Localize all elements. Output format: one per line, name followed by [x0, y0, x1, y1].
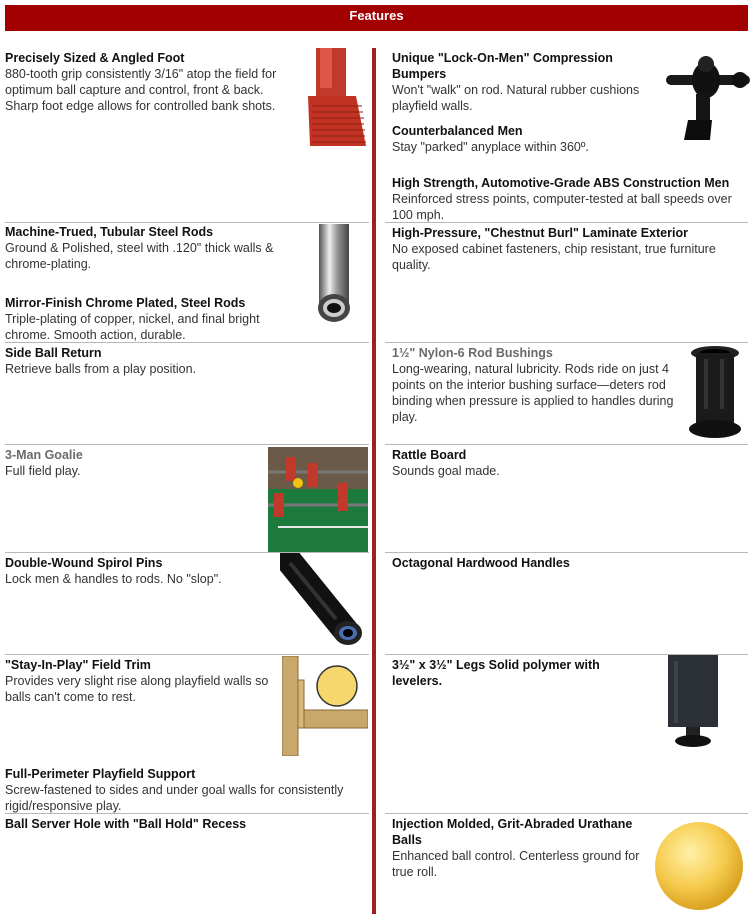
feature-tubular-rods [5, 224, 305, 272]
feature-abs-construction [392, 175, 752, 223]
column-divider [372, 48, 376, 914]
feature-legs [392, 657, 632, 689]
feature-title: 1½" Nylon-6 Rod Bushings [392, 346, 553, 360]
features-header [5, 5, 748, 31]
feature-angled-foot [5, 50, 297, 114]
feature-laminate-exterior [392, 225, 732, 273]
feature-desc: Full field play. [5, 464, 81, 478]
feature-title: High Strength, Automotive-Grade ABS Construction Men [392, 176, 730, 190]
feature-title: 3-Man Goalie [5, 448, 83, 462]
row-separator [5, 222, 369, 223]
yellow-ball-photo [652, 820, 746, 912]
nylon-bushing-photo [686, 345, 744, 441]
feature-rattle-board [392, 447, 732, 479]
chrome-rod-photo [313, 224, 357, 324]
field-trim-diagram [282, 656, 368, 756]
feature-chrome-rods [5, 295, 305, 343]
feature-title: High-Pressure, "Chestnut Burl" Laminate Exterior [392, 226, 688, 240]
goalie-table-photo [268, 447, 368, 552]
feature-title: Machine-Trued, Tubular Steel Rods [5, 225, 214, 239]
feature-desc: Screw-fastened to sides and under goal walls for consistently rigid/responsive play. [5, 783, 344, 813]
feature-title: Counterbalanced Men [392, 124, 523, 138]
feature-title: Injection Molded, Grit-Abraded Urathane Balls [392, 817, 633, 847]
feature-title: Octagonal Hardwood Handles [392, 556, 570, 570]
feature-desc: Triple-plating of copper, nickel, and final bright chrome. Smooth action, durable. [5, 312, 260, 342]
feature-counterbalanced-men [392, 123, 662, 155]
feature-desc: 880-tooth grip consistently 3/16" atop the field for optimum ball capture and control, front & back. Sharp foot edge allows for controlled bank shots. [5, 67, 277, 113]
feature-title: "Stay-In-Play" Field Trim [5, 658, 151, 672]
feature-urathane-balls [392, 816, 642, 880]
feature-compression-bumpers [392, 50, 652, 114]
feature-desc: Lock men & handles to rods. No "slop". [5, 572, 222, 586]
feature-desc: Ground & Polished, steel with .120" thick walls & chrome-plating. [5, 241, 274, 271]
row-separator [5, 444, 369, 445]
feature-ball-server-hole [5, 816, 367, 832]
feature-title: Unique "Lock-On-Men" Compression Bumpers [392, 51, 613, 81]
feature-desc: Retrieve balls from a play position. [5, 362, 197, 376]
row-separator [385, 444, 748, 445]
row-separator [385, 813, 748, 814]
feature-side-ball-return [5, 345, 365, 377]
feature-desc: Stay "parked" anyplace within 360º. [392, 140, 589, 154]
feature-desc: Long-wearing, natural lubricity. Rods ride on just 4 points on the interior bushing surface—deters rod binding when pressure is applied to handles during play. [392, 362, 674, 424]
feature-desc: Won't "walk" on rod. Natural rubber cushions playfield walls. [392, 83, 640, 113]
spirol-pin-photo [280, 553, 368, 651]
feature-hardwood-handles [392, 555, 732, 571]
features-title: Features [349, 8, 404, 23]
row-separator [385, 552, 748, 553]
feature-desc: No exposed cabinet fasteners, chip resistant, true furniture quality. [392, 242, 716, 272]
feature-spirol-pins [5, 555, 275, 587]
feature-playfield-support [5, 766, 367, 814]
rod-bumper-photo [666, 50, 750, 142]
feature-desc: Provides very slight rise along playfield walls so balls can't come to rest. [5, 674, 269, 704]
row-separator [385, 342, 748, 343]
feature-title: Mirror-Finish Chrome Plated, Steel Rods [5, 296, 246, 310]
feature-desc: Sounds goal made. [392, 464, 500, 478]
feature-title: Side Ball Return [5, 346, 102, 360]
feature-title: Ball Server Hole with "Ball Hold" Recess [5, 817, 247, 831]
feature-rod-bushings [392, 345, 690, 425]
red-foot-photo [302, 48, 368, 148]
feature-title: Rattle Board [392, 448, 467, 462]
feature-title: Full-Perimeter Playfield Support [5, 767, 196, 781]
feature-title: Double-Wound Spirol Pins [5, 556, 163, 570]
table-leg-photo [664, 655, 722, 749]
row-separator [5, 654, 369, 655]
feature-field-trim [5, 657, 277, 705]
feature-title: 3½" x 3½" Legs Solid polymer with levelers. [392, 658, 600, 688]
feature-title: Precisely Sized & Angled Foot [5, 51, 185, 65]
feature-desc: Enhanced ball control. Centerless ground for true roll. [392, 849, 640, 879]
feature-3-man-goalie [5, 447, 265, 479]
feature-desc: Reinforced stress points, computer-tested at ball speeds over 100 mph. [392, 192, 732, 222]
